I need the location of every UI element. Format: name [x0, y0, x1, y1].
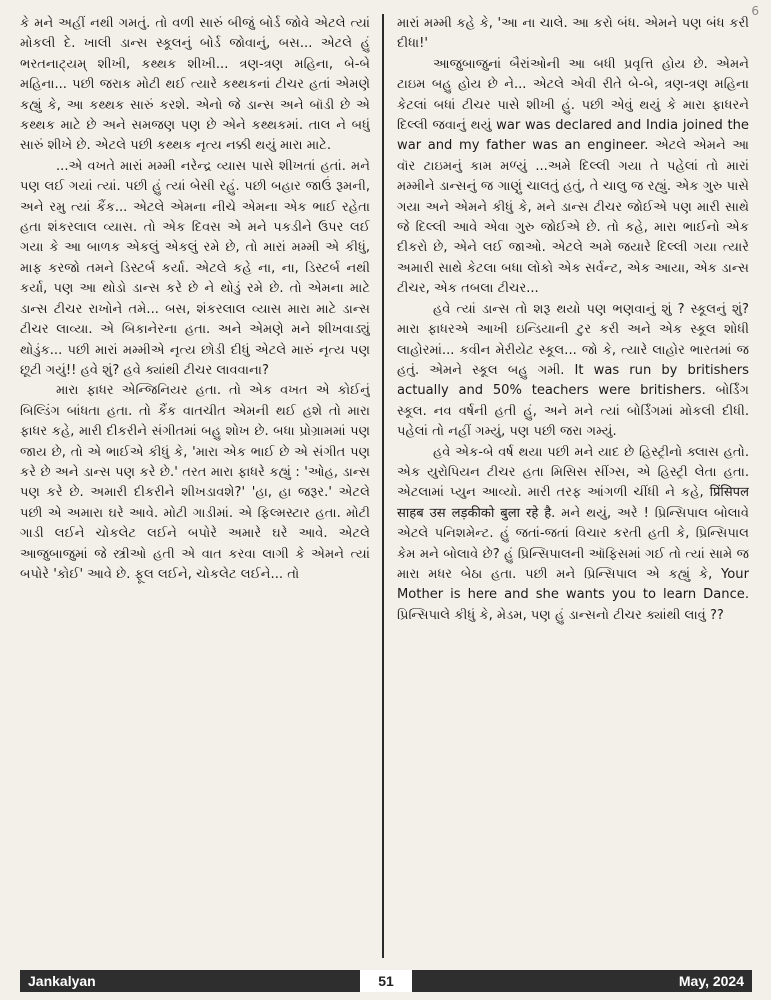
paragraph: મારા ફાધર એન્જિનિયર હતા. તો એક વખત એ કોઈનું બિલ્ડિંગ બાંધતા હતા. તો કૈંક વાતચીત એમની થઈ હશે તો મારા ફાધર કહે, મારી દીકરીને સંગીતમાં બહુ શોખ છે. બધા પ્રોગ્રામમાં પણ જાય છે, તો એ ભાઈએ કીધું કે, 'મારા એક ભાઈ છે એ સંગીત પણ કરે છે અને ડાન્સ પણ કરે છે.' તરત મારા ફાધરે કહ્યું : 'ઓહ, ડાન્સ પણ કરે છે. અમારી દીકરીને શીખડાવશે?' 'હા, હા જરૂર.' એટલે પછી એ અમારા ઘરે આવે. મોટી ગાડીમાં. એ ફિલ્મસ્ટાર હતા. મોટી ગાડી લઈને ચોકલેટ લઈને બપોરે અમારે ઘરે આવે. એટલે આજુબાજુમાં જે સ્ત્રીઓ હતી એ વાત કરવા લાગી કે એમને ત્યાં બપોરે 'કોઈ' આવે છે. ફૂલ લઈને, ચોકલેટ લઈને... તો: [20, 383, 370, 582]
paragraph: હવે એક-બે વર્ષ થયા પછી મને યાદ છે હિસ્ટ્રીનો ક્લાસ હતો. એક યુરોપિયન ટીચર હતા મિસિસ સીંગ્સ, એ હિસ્ટ્રી લેતા હતા. એટલામાં પ્યુન આવ્યો. મારી તરફ આંગળી ચીંધી ને કહે, प्रिंसिपल साहब उस लड़कीको बुला रहे है. મને થયું, અરે ! પ્રિન્સિપાલ બોલાવે એટલે પનિશમેન્ટ. હું જતાં-જતાં વિચાર કરતી હતી કે, પ્રિન્સિપાલ કેમ મને બોલાવે છે? હું પ્રિન્સિપાલની ઑફિસમાં ગઈ તો ત્યાં સામે જ મારા મધર બેઠા હતા. પછી મને પ્રિન્સિપાલ એ કહ્યું કે, Your Mother is here and she wants you to learn Dance. પ્રિન્સિપાલે કીધું કે, મેડમ, પણ હું ડાન્સનો ટીચર ક્યાંથી લાવું ??: [397, 444, 749, 623]
left-column: [20, 14, 370, 962]
magazine-name: Jankalyan: [28, 973, 96, 989]
paragraph: ...એ વખતે મારાં મમ્મી નરેન્દ્ર વ્યાસ પાસે શીખતાં હતાં. મને પણ લઈ ગયાં ત્યાં. પછી હું ત્યાં બેસી રહું. પછી બહાર જાઉં રૂમની, અને રમુ ત્યાં કૈંક... એટલે એમના નીચે એમના એક ભાઈ રહેતા હતા શંકરલાલ વ્યાસ. તો એક દિવસ એ મને પકડીને ઉપર લઈ ગયા કે આ બાળક એકલું એકલું રમે છે, તો મારાં મમ્મી એ કીધું, માફ કરજો તમને ડિસ્ટર્બ કર્યા. એટલે કહે ના, ના, ડિસ્ટર્બ નથી કર્યા, પણ આ થોડો ડાન્સ કરે છે ને થોડું રમે છે. તો એમના માટે ડાન્સ ટીચર રાખોને તમે... બસ, શંકરલાલ વ્યાસ મારા માટે ડાન્સ ટીચર લાવ્યા. એ બિકાનેરના હતા. અને એમણે મને શીખવાડ્યું થોડુંક... પછી મારાં મમ્મીએ નૃત્ય છોડી દીધું એટલે મારું નૃત્ય પણ છૂટી ગયું!! હવે શું? હવે ક્યાંથી ટીચર લાવવાના?: [20, 158, 370, 378]
issue-date: May, 2024: [678, 973, 744, 989]
right-column: [397, 14, 749, 962]
corner-mark: 6: [751, 4, 759, 18]
paragraph: આજુબાજુનાં બૈરાંઓની આ બધી પ્રવૃત્તિ હોય છે. એમને ટાઇમ બહુ હોય છે ને... એટલે એવી રીતે બે-બે, ત્રણ-ત્રણ મહિના કેટલાં બધાં ટીચર પાસે શીખી હું. પછી એવું થયું કે મારા ફાધરને દિલ્લી જવાનું થયું war was declared and India joined the war and my father was an engineer. એટલે એમને આ વૉર ટાઇમનું કામ મળ્યું ...અમે દિલ્લી ગયા તે પહેલાં તો મારાં મમ્મીને ડાન્સનું જ ગાણું ચાલતું હતું, તે ચાલુ જ રહ્યું. એક ગુરુ પાસે ગયા અને એમને કીધું કે, મને ડાન્સ ટીચર જોઈએ પણ મારી સાથે જે દિલ્લી આવે એવા ગુરુ જોઈએ છે. તો કહે, મારા ભાઈનો એક દીકરો છે, એને લઈ જાઓ. એટલે અમે જયારે દિલ્લી ગયા ત્યારે અમારી સાથે કેટલા બધા લોકો એક સર્વન્ટ, એક આયા, એક ડાન્સ ટીચર, એક તબલા ટીચર...: [397, 56, 749, 297]
paragraph: હવે ત્યાં ડાન્સ તો શરૂ થયો પણ ભણવાનું શું ? સ્કૂલનું શું? મારા ફાધરએ આખી ઇન્ડિયાની ટુર કરી અને એક સ્કૂલ શોધી લાહોરમાં... કવીન મેરીયેટ સ્કૂલ... જો કે, ત્યારે લાહોર ભારતમાં જ હતું. એમને સ્કૂલ બહુ ગમી. It was run by britishers actually and 50% teachers were britishers. બોર્ડિંગ સ્કૂલ. નવ વર્ષની હતી હું, અને મને ત્યાં બોર્ડિંગમાં મોકલી દીધી. પહેલાં તો નહીં ગમ્યું, પણ પછી જરા ગમ્યું.: [397, 301, 749, 440]
paragraph: કે મને અહીં નથી ગમતું. તો વળી સારું બીજું બોર્ડ જોવે એટલે ત્યાં મોકલી દે. ખાલી ડાન્સ સ્કૂલનું બોર્ડ જોવાનું, બસ... એટલે હું ભરતનાટ્યમ્ શીખી, કથ્થક શીખી... ત્રણ-ત્રણ મહિના, બે-બે મહિના... પછી જરાક મોટી થઈ ત્યારે કથ્થકનાં ટીચર હતાં એમણે કહ્યું કે, આ કથ્થક સારું કરશે. એનો જે ડાન્સ અને બૉડી છે એ કથ્થક માટે છે અને સમજણ પણ છે એને કથ્થકમાં. તાલ ને બધું સારું શીખે છે. એટલે પછી કથ્થક નૃત્ય નક્કી થયું મારા માટે.: [20, 16, 370, 154]
column-divider: [382, 14, 384, 958]
page-number: 51: [360, 970, 412, 992]
page-footer: [20, 970, 752, 992]
paragraph: મારાં મમ્મી કહે કે, 'આ ના ચાલે. આ કરો બંધ. એમને પણ બંધ કરી દીધા!': [397, 16, 749, 52]
